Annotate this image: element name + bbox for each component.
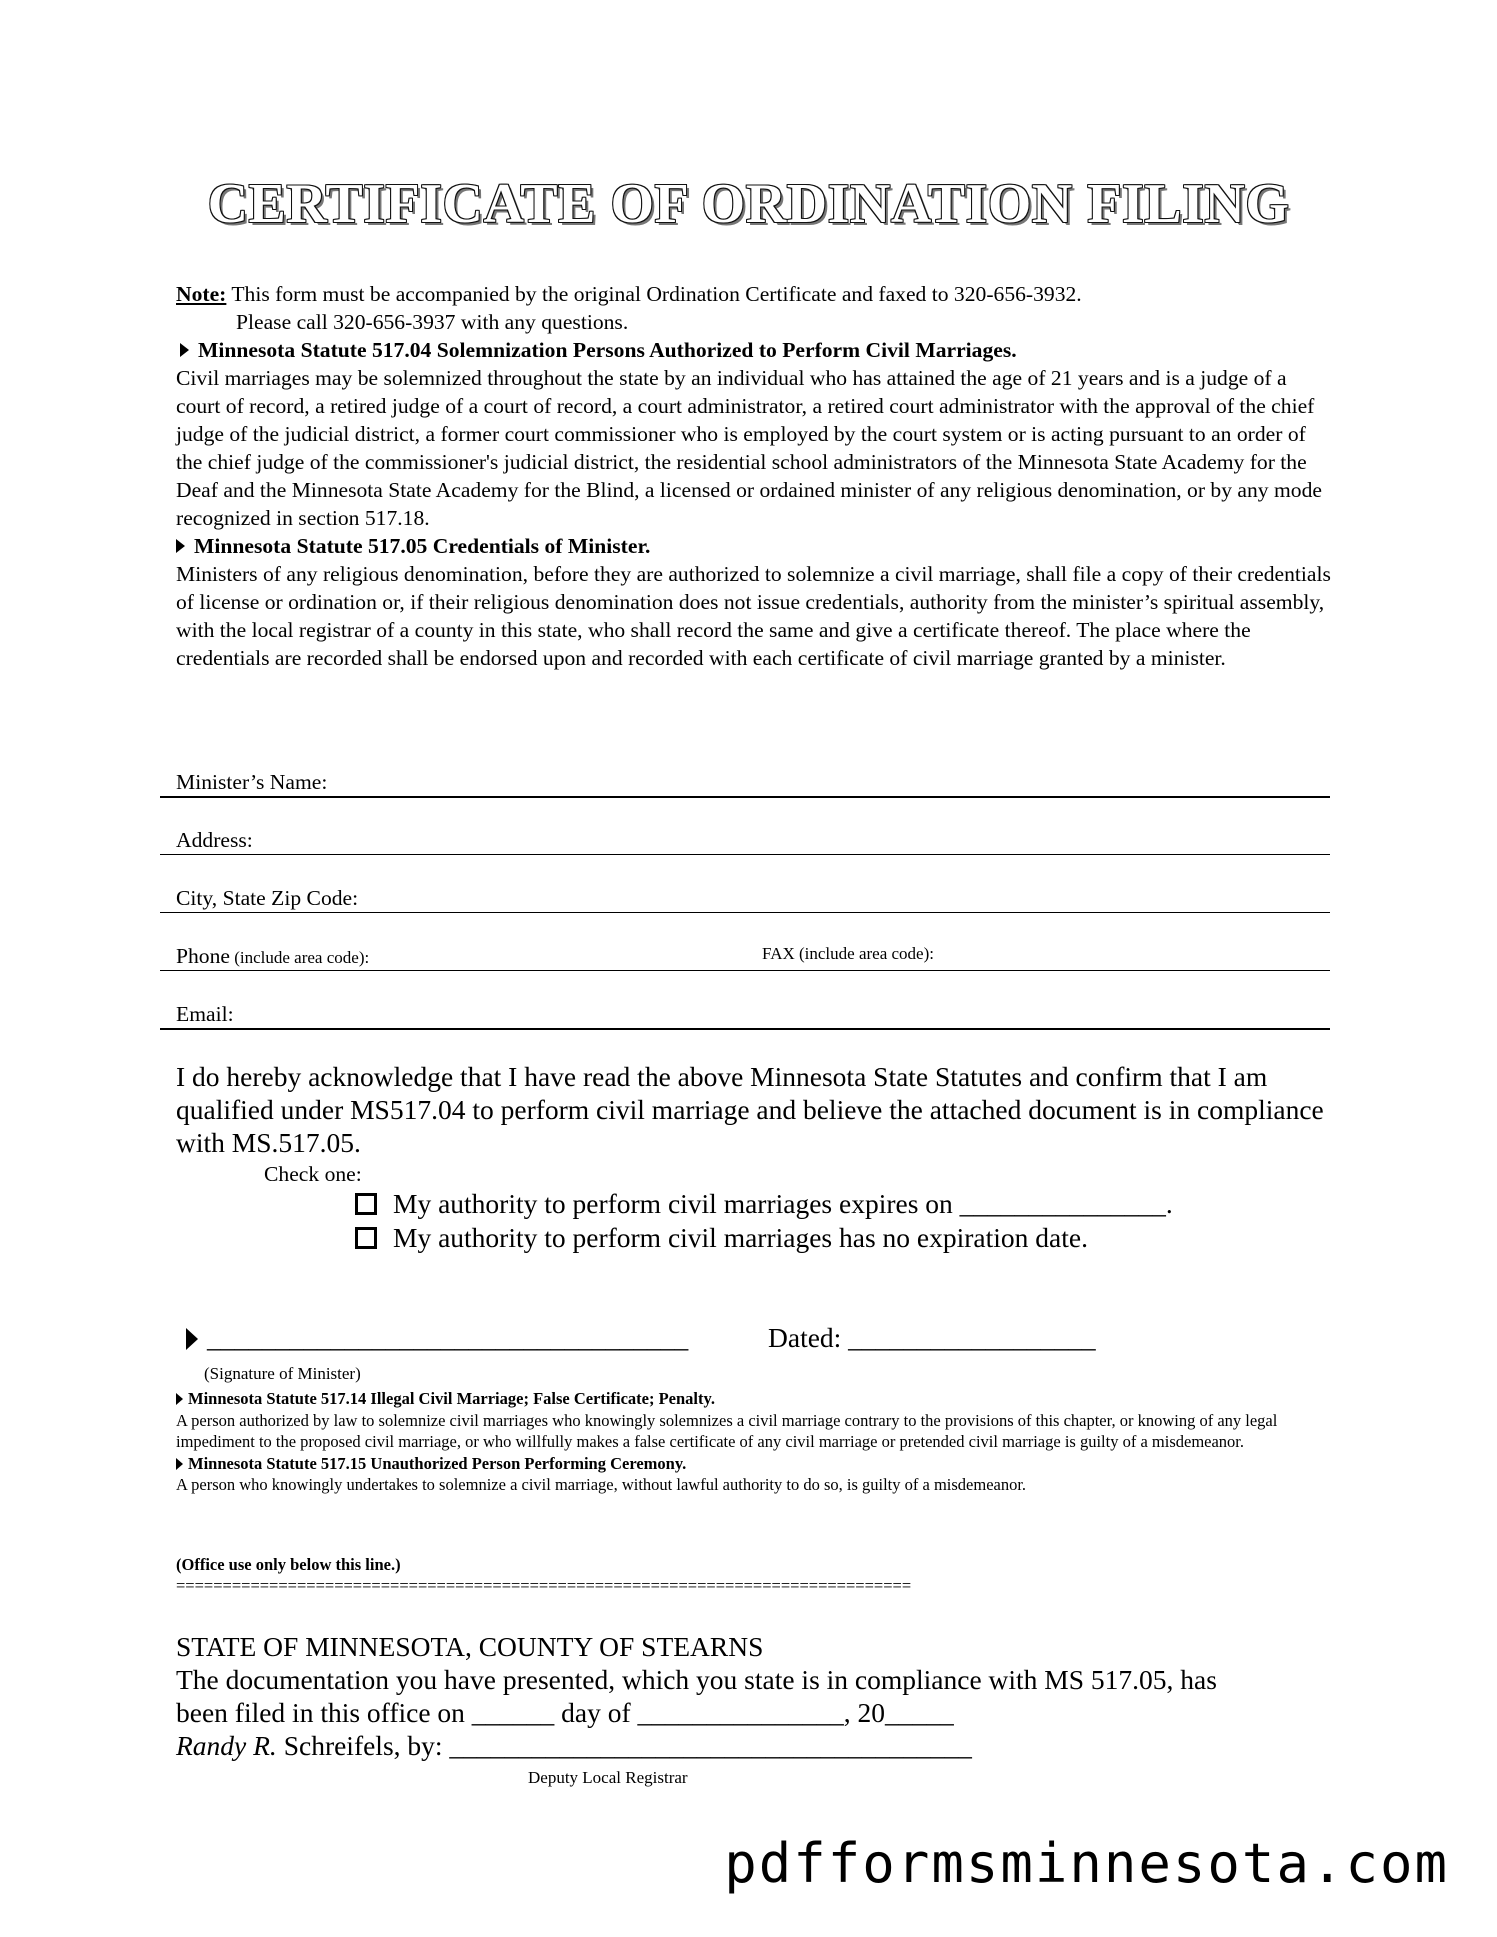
acknowledgment-text: I do hereby acknowledge that I have read the above Minnesota State Statutes and confirm that I am qualified under MS517.04 to perform civil marriage and believe the attached document is in compliance with MS.517.05. [176, 1061, 1324, 1158]
statute-514-text: A person authorized by law to solemnize civil marriages who knowingly solemnizes a civil marriage contrary to the provisions of this chapter, or knowing of any legal impediment to the proposed civil marriage, or who willfully makes a false certificate of any civil marriage or pretended civil marriage is guilty of a misdemeanor. [176, 1410, 1278, 1451]
city-state-zip-label: City, State Zip Code: [176, 886, 359, 910]
checkbox-icon[interactable] [355, 1193, 377, 1215]
address-field[interactable] [160, 828, 1330, 855]
option-expires[interactable] [355, 1188, 1173, 1220]
statutes-section [176, 280, 1336, 672]
ministers-name-label: Minister’s Name: [176, 770, 328, 794]
deputy-registrar-caption: Deputy Local Registrar [528, 1768, 688, 1787]
registrar-name-italic: Randy R. [176, 1730, 277, 1761]
registrar-name-rest: Schreifels, by: ______________________________________ [276, 1730, 972, 1761]
phone-label-text: Phone [176, 944, 230, 968]
office-line-1: STATE OF MINNESOTA, COUNTY OF STEARNS [176, 1631, 764, 1662]
signature-caption: (Signature of Minister) [204, 1364, 361, 1383]
statute-515-heading-text: Minnesota Statute 517.15 Unauthorized Person Performing Ceremony. [188, 1453, 687, 1473]
fax-label: FAX (include area code): [762, 944, 934, 963]
dated-field[interactable]: Dated: __________________ [768, 1322, 1096, 1353]
city-state-zip-field[interactable] [160, 886, 1330, 913]
statute-504-heading-text: Minnesota Statute 517.04 Solemnization Persons Authorized to Perform Civil Marriages. [198, 338, 1017, 362]
phone-fax-field[interactable] [160, 944, 1330, 971]
arrow-right-icon [176, 539, 185, 553]
statute-515-heading [176, 1453, 1336, 1475]
note-label: Note: [176, 282, 227, 306]
penalty-section [176, 1388, 1336, 1496]
phone-label [176, 944, 369, 969]
statute-504-heading [176, 336, 1336, 364]
office-line-2: The documentation you have presented, which you state is in compliance with MS 517.05, has [176, 1664, 1217, 1695]
arrow-right-icon [186, 1328, 198, 1350]
arrow-right-icon [180, 343, 189, 357]
arrow-right-icon [176, 1458, 183, 1470]
office-line-3: been filed in this office on ______ day of _______________, 20_____ [176, 1697, 954, 1728]
statute-505-text: Ministers of any religious denomination, before they are authorized to solemnize a civil marriage, shall file a copy of their credentials of license or ordination or, if their religious denomination does not issue credentials, authority from the minister’s spiritual assembly, with the local registrar of a county in this state, who shall record the same and give a certificate thereof. The place where the credentials are recorded shall be endorsed upon and recorded with each certificate of civil marriage granted by a minister. [176, 562, 1331, 670]
note-line-2: Please call 320-656-3937 with any questions. [236, 310, 629, 334]
statute-505-heading [176, 532, 1336, 560]
phone-label-note: (include area code): [229, 948, 370, 967]
separator-line: =============================================================================== [176, 1576, 912, 1595]
option-no-expiration[interactable] [355, 1222, 1088, 1254]
checkbox-icon[interactable] [355, 1227, 377, 1249]
statute-515-text: A person who knowingly undertakes to solemnize a civil marriage, without lawful authority to do so, is guilty of a misdemeanor. [176, 1475, 1027, 1494]
check-one-label: Check one: [264, 1162, 362, 1186]
note-text: This form must be accompanied by the original Ordination Certificate and faxed to 320-656-3932. [226, 282, 1082, 306]
ministers-name-field[interactable] [160, 770, 1330, 798]
signature-line-text: ___________________________________ [207, 1322, 689, 1353]
statute-504-text: Civil marriages may be solemnized throughout the state by an individual who has attained the age of 21 years and is a judge of a court of record, a retired judge of a court of record, a court administrator, a retired court administrator with the approval of the chief judge of the judicial district, a former court commissioner who is employed by the court system or is acting pursuant to an order of the chief judge of the commissioner's judicial district, the residential school administrators of the Minnesota State Academy for the Deaf and the Minnesota State Academy for the Blind, a licensed or ordained minister of any religious denomination, or by any mode recognized in section 517.18. [176, 366, 1322, 530]
email-label: Email: [176, 1002, 234, 1026]
option-no-expiration-text: My authority to perform civil marriages has no expiration date. [393, 1222, 1088, 1253]
office-line-4 [176, 1729, 1336, 1762]
watermark-text: pdfformsminnesota.com [724, 1832, 1449, 1895]
office-use-label: (Office use only below this line.) [176, 1555, 401, 1574]
arrow-right-icon [176, 1393, 183, 1405]
note-line-1 [176, 280, 1336, 308]
address-label: Address: [176, 828, 253, 852]
office-section [176, 1630, 1336, 1762]
email-field[interactable] [160, 1002, 1330, 1030]
statute-514-heading [176, 1388, 1336, 1410]
statute-505-heading-text: Minnesota Statute 517.05 Credentials of Minister. [194, 534, 651, 558]
page-title: CERTIFICATE OF ORDINATION FILING [207, 173, 1290, 235]
option-expires-text: My authority to perform civil marriages expires on _______________. [393, 1188, 1173, 1219]
signature-line[interactable] [186, 1322, 688, 1354]
statute-514-heading-text: Minnesota Statute 517.14 Illegal Civil Marriage; False Certificate; Penalty. [188, 1389, 715, 1408]
